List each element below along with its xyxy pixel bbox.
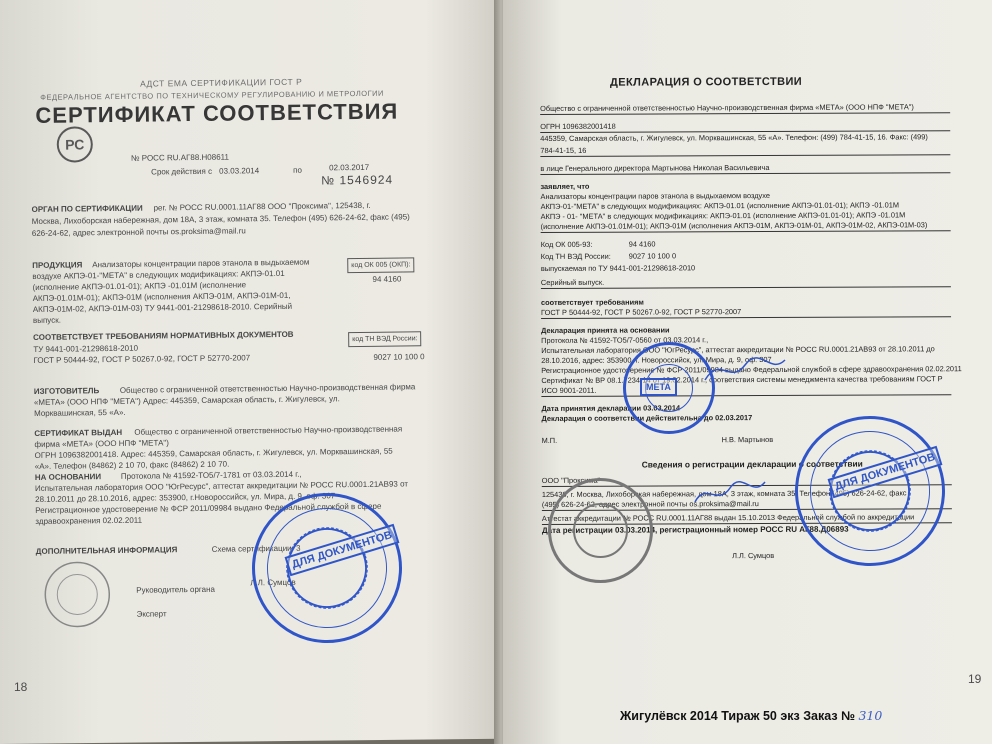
product-1: Анализаторы концентрации паров этанола в выдыхаемом воздухе	[540, 190, 770, 201]
issued-text-3: ОГРН 1096382001418. Адрес: 445359, Самарская область, г. Жигулевск, ул. Морквашинская, 55	[34, 446, 393, 460]
registration-date: Дата регистрации 03.03.2014, регистрационный номер РОСС RU АГ88.Д06893	[541, 524, 849, 535]
organ-text-2: Москва, Лихоборская набережная, дом 18А, 3 этаж, комната 35. Телефон (495) 626-24-62, факс (495)	[31, 212, 410, 226]
compliance-label: СООТВЕТСТВУЕТ ТРЕБОВАНИЯМ НОРМАТИВНЫХ ДОКУМЕНТОВ	[33, 329, 294, 342]
cert-system-header: АДСТ ЕМА СЕРТИФИКАЦИИ ГОСТ Р	[139, 76, 303, 89]
organ-text-3: 626-24-62, адрес электронной почты os.proksima@mail.ru	[31, 226, 246, 238]
page-number-left: 18	[14, 680, 28, 694]
issued-text-1: Общество с ограниченной ответственностью Научно-производственная	[134, 424, 403, 437]
basis-1: Протокола № 41592-ТО5/7-0560 от 03.03.2014 г.,	[541, 335, 709, 345]
for-documents-stamp-right: ДЛЯ ДОКУМЕНТОВ	[828, 446, 943, 498]
serial-line: Серийный выпуск.	[541, 276, 951, 289]
basis-text-4: Регистрационное удостоверение № ФСР 2011/09984 выдано Федеральной службой в сфере	[35, 501, 382, 515]
applicant: Общество с ограниченной ответственностью Научно-производственная фирма «МЕТА» (ООО НПФ "МЕТА")	[540, 102, 950, 115]
tu-line: выпускаемая по ТУ 9441-001-21298618-2010	[540, 263, 696, 273]
director-name: Н.В. Мартынов	[721, 434, 774, 445]
basis-text-3: 28.10.2011 до 28.10.2016, адрес: 353900, г.Новороссийск, ул. Мира, д. 9, оф. 307	[35, 491, 336, 504]
product-text-1: Анализаторы концентрации паров этанола в выдыхаемом	[92, 257, 310, 270]
blank-number: № 1546924	[321, 172, 394, 188]
registration-org: ООО "Проксима"	[542, 474, 952, 487]
ogrn: ОГРН 1096382001418	[540, 120, 950, 133]
attestat: Аттестат аккредитации № РОСС RU.0001.11АГ88 выдан 15.10.2013 Федеральной службой по аккредитации	[542, 512, 952, 525]
faded-seal-icon	[42, 559, 113, 630]
validity-to: 02.03.2017	[329, 162, 370, 173]
basis-4: Регистрационное удостоверение № ФСР 2011/09984 выдано Федеральной службой в сфере здравоохранения 02.02.2011	[541, 364, 962, 375]
meta-logo-stamp: МЕТА	[640, 378, 677, 396]
compliance-text-1: ТУ 9441-001-21298618-2010	[33, 343, 139, 354]
extra-info-label: ДОПОЛНИТЕЛЬНАЯ ИНФОРМАЦИЯ	[35, 545, 178, 556]
product-text-4: АКПЭ-01.01М-01); АКПЭ-01М (исполнения АКПЭ-01М, АКПЭ-01М-01,	[32, 290, 291, 303]
registration-address-2: (495) 626-24-62, адрес электронной почты os.proksima@mail.ru	[542, 498, 952, 511]
product-text-2: воздухе АКПЭ-01-"МЕТА" в следующих модификациях: АКПЭ-01.01	[32, 268, 285, 281]
cert-agency-header: ФЕДЕРАЛЬНОЕ АГЕНТСТВО ПО ТЕХНИЧЕСКОМУ РЕГУЛИРОВАНИЮ И МЕТРОЛОГИИ	[40, 88, 384, 102]
footer-text: Жигулёвск 2014 Тираж 50 экз Заказ №	[620, 709, 855, 723]
validity-from: 03.03.2014	[219, 166, 260, 176]
basis-6: ИСО 9001-2011.	[541, 384, 951, 397]
expert-label: Эксперт	[136, 609, 167, 619]
address: 445359, Самарская область, г. Жигулевск, ул. Морквашинская, 55 «А». Телефон: (499) 784-41-15, 16. Факс: (499)	[540, 132, 928, 143]
basis-label: НА ОСНОВАНИИ	[34, 472, 102, 482]
valid-until: Декларация о соответствии действительна до 02.03.2017	[541, 413, 753, 423]
basis-2: Испытательная лаборатория ООО "ЮгРесурс", аттестат аккредитации № РОСС RU.0001.21АВ93 от 28.10.2011 до	[541, 344, 935, 355]
head-name: Л.Л. Сумцов	[250, 577, 296, 588]
certificate-title: СЕРТИФИКАТ СООТВЕТСТВИЯ	[35, 98, 399, 128]
mp-label: М.П.	[541, 435, 558, 445]
maker-text-3: Морквашинская, 55 «А».	[34, 407, 126, 418]
basis-text-1: Протокола № 41592-ТО5/7-1781 от 03.03.2014 г.,	[120, 469, 302, 481]
signature-2-icon	[690, 474, 770, 514]
basis-5: Сертификат № ВР 08.1.7234-14 от 19.02.2014 г., соответствия системы менеджмента качества требованиям ГОСТ Р	[541, 374, 943, 385]
okp-label-right: Код ОК 005-93:	[540, 239, 593, 249]
validity-label: Срок действия с	[151, 166, 213, 177]
issued-text-2: фирма «МЕТА» (ООО НПФ "МЕТА")	[34, 438, 169, 449]
for-documents-stamp-left: ДЛЯ ДОКУМЕНТОВ	[285, 524, 400, 576]
standards: ГОСТ Р 50444-92, ГОСТ Р 50267.0-92, ГОСТ Р 52770-2007	[541, 306, 951, 319]
okp-label: код ОК 005 (ОКП):	[347, 257, 414, 273]
tnved-label: код ТН ВЭД России:	[348, 331, 422, 347]
conforms-label: соответствует требованиям	[540, 297, 644, 307]
order-number: 310	[858, 708, 883, 723]
maker-text-2: «МЕТА» (ООО НПФ "МЕТА") Адрес: 445359, Самарская область, г. Жигулевск, ул.	[33, 394, 340, 407]
address-2: 784-41-15, 16	[540, 144, 950, 157]
product-text-5: АКПЭ-01М-02, АКПЭ-01М-03) ТУ 9441-001-21298618-2010. Серийный	[32, 301, 293, 314]
registration-address-1: 125438, г. Москва, Лихоборская набережная, дом 18А, 3 этаж, комната 35. Телефон (495) 626-24-62, факс	[541, 488, 907, 499]
maker-text-1: Общество с ограниченной ответственностью Научно-производственная фирма	[119, 382, 416, 395]
product-3: АКПЭ - 01- "МЕТА" в следующих модификациях: АКПЭ-01.01 (исполнение АКПЭ-01.01-01); АКПЭ -01.01М	[540, 210, 906, 221]
okp-value: 94 4160	[372, 274, 402, 284]
registration-signer: Л.Л. Сумцов	[732, 550, 775, 561]
svg-text:РС: РС	[65, 136, 85, 153]
tnved-value: 9027 10 100 0	[373, 352, 425, 362]
signature-icon	[700, 350, 790, 390]
head-of-organ-label: Руководитель органа	[136, 584, 216, 595]
okp-value-right: 94 4160	[628, 239, 656, 249]
issued-text-4: «А». Телефон (84862) 2 10 70, факс (84862) 2 10 70.	[34, 459, 230, 471]
basis-label-right: Декларация принята на основании	[541, 325, 670, 335]
tnved-label-right: Код ТН ВЭД России:	[540, 251, 611, 261]
gray-seal-proksima	[548, 478, 653, 583]
basis-text-5: здравоохранения 02.02.2011	[35, 515, 143, 526]
product-2: АКПЭ-01-"МЕТА" в следующих модификациях: АКПЭ-01.01 (исполнение АКПЭ-01.01-01); АКПЭ -01.01М	[540, 200, 900, 211]
product-text-6: выпуск.	[32, 315, 61, 325]
certificate-number: № РОСС RU.АГ88.Н08611	[130, 152, 229, 163]
person: в лице Генерального директора Мартынова Николая Васильевича	[540, 162, 950, 175]
product-text-3: (исполнение АКПЭ-01.01-01); АКПЭ -01.01М (исполнение	[32, 280, 247, 292]
declares-label: заявляет, что	[540, 181, 590, 191]
maker-label: ИЗГОТОВИТЕЛЬ	[33, 386, 100, 396]
basis-text-2: Испытательная лаборатория ООО "ЮгРесурс", аттестат аккредитации № РОСС RU.0001.21АВ93 от	[34, 479, 409, 493]
organ-text: рег. № РОСС RU.0001.11АГ88 ООО "Проксима", 125438, г.	[153, 200, 371, 213]
registration-title: Сведения о регистрации декларации о соответствии	[641, 458, 863, 470]
product-4: (исполнение АКПЭ-01.01М-01); АКПЭ-01М (исполнения АКПЭ-01М, АКПЭ-01М-01, АКПЭ-01М-02, АКПЭ-01М-03)	[541, 220, 951, 233]
rst-logo-icon	[53, 124, 103, 165]
page-number-right: 19	[968, 672, 982, 686]
issued-label: СЕРТИФИКАТ ВЫДАН	[34, 427, 123, 438]
accept-date: Дата принятия декларации 03.03.2014	[541, 403, 681, 413]
extra-info-text: Схема сертификации: 3	[211, 543, 301, 554]
tnved-value-right: 9027 10 100 0	[628, 251, 677, 261]
compliance-text-2: ГОСТ Р 50444-92, ГОСТ Р 50267.0-92, ГОСТ Р 52770-2007	[33, 353, 251, 365]
organ-label: ОРГАН ПО СЕРТИФИКАЦИИ	[31, 203, 143, 214]
basis-3: 28.10.2016, адрес: 353900, г. Новороссийск, ул. Мира, д. 9, оф. 307	[541, 354, 772, 365]
product-label: ПРОДУКЦИЯ	[32, 260, 83, 270]
validity-to-label: по	[293, 165, 302, 175]
declaration-title: ДЕКЛАРАЦИЯ О СООТВЕТСТВИИ	[609, 75, 803, 89]
print-footer	[620, 708, 882, 723]
